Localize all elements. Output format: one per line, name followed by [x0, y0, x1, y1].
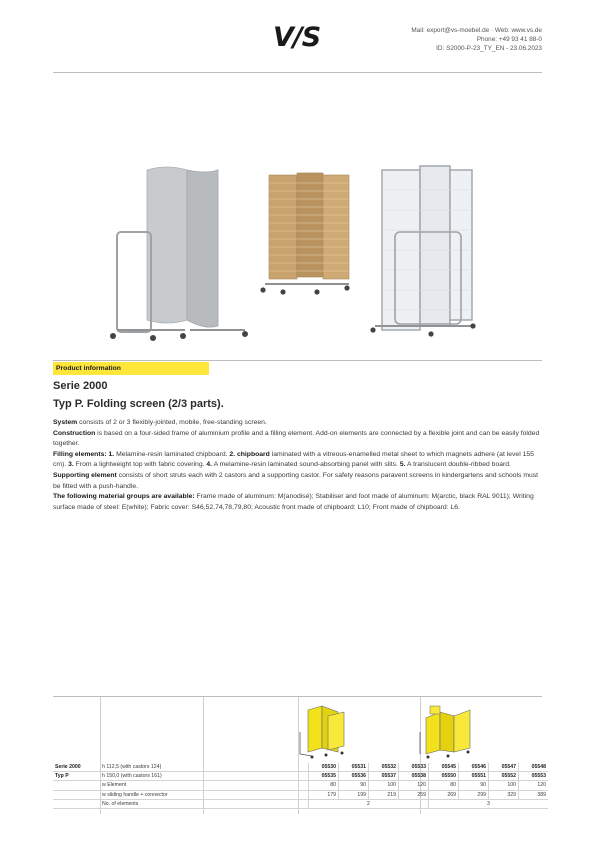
article-number: 05547	[489, 763, 519, 772]
width-value: 199	[339, 790, 369, 799]
article-number: 05552	[489, 772, 519, 781]
width-value: 120	[519, 781, 549, 790]
grey-screen-figure	[110, 167, 248, 341]
width-value: 219	[369, 790, 399, 799]
section-divider	[53, 360, 542, 361]
contact-block	[411, 26, 542, 54]
wood-screen-figure	[260, 173, 349, 295]
article-number: 05535	[309, 772, 339, 781]
elements-count: 3	[429, 799, 549, 808]
construction-paragraph: Construction is based on a four-sided frame of aluminium profile and a filling element. Add-on elements are connected by a flexible joint and can be easily folded together.	[53, 429, 540, 448]
two-part-screen-icon	[298, 702, 358, 760]
brand-logo: V/S	[273, 22, 321, 53]
article-number: 05530	[309, 763, 339, 772]
width-value: 269	[429, 790, 459, 799]
width-value: 100	[369, 781, 399, 790]
contact-mail-web: Mail: export@vs-moebel.de · Web: www.vs.de	[411, 27, 542, 34]
article-table	[53, 763, 548, 809]
table-row	[53, 790, 548, 799]
product-description	[53, 418, 542, 513]
row-label: w sliding handle + connector	[100, 790, 204, 799]
product-title: Typ P. Folding screen (2/3 parts).	[53, 398, 224, 410]
width-value: 100	[489, 781, 519, 790]
header-divider	[53, 72, 542, 73]
filling-paragraph: Filling elements: 1. Melamine-resin laminated chipboard. 2. chipboard laminated with a vitreous-enamelled metal sheet to which magnets adhere (at level 155 cm). 3. From a lightweight top with fabric covering. 4. A melamine-resin laminated sound-absorbing panel with slits. 5. A translucent double-ribbed board.	[53, 450, 534, 469]
width-value: 90	[339, 781, 369, 790]
translucent-screen-figure	[370, 166, 475, 337]
article-number: 05533	[399, 763, 429, 772]
system-paragraph: System consists of 2 or 3 flexibly-jointed, mobile, free-standing screen.	[53, 419, 267, 426]
materials-paragraph: The following material groups are available: Frame made of aluminum: M(anodisé); Stabiliser and foot made of aluminum: M(arctic, black RAL 9011); Writing surface made of steel: E(white); Fabric cover: S46,52,74,78,79,80; Acoustic front made of chipboard: L10; Front made of chipboard: L6.	[53, 493, 534, 511]
width-value: 389	[519, 790, 549, 799]
table-row	[53, 799, 548, 808]
row-label: w Element	[100, 781, 204, 790]
article-number: 05538	[399, 772, 429, 781]
width-value: 120	[399, 781, 429, 790]
width-value: 80	[429, 781, 459, 790]
type-cell: Typ P	[53, 772, 100, 781]
contact-phone: Phone: +49 93 41 88-0	[476, 36, 542, 44]
article-number: 05531	[339, 763, 369, 772]
series-cell: Serie 2000	[53, 763, 100, 772]
row-label: No. of elements	[100, 799, 204, 808]
width-value: 80	[309, 781, 339, 790]
article-number: 05546	[459, 763, 489, 772]
width-value: 329	[489, 790, 519, 799]
width-value: 90	[459, 781, 489, 790]
section-tag: Product information	[53, 362, 209, 375]
article-number: 05537	[369, 772, 399, 781]
row-label: h 112,5 (with castors 124)	[100, 763, 204, 772]
table-row	[53, 763, 548, 772]
series-title: Serie 2000	[53, 380, 108, 392]
three-part-screen-icon	[418, 702, 484, 760]
width-value: 179	[309, 790, 339, 799]
article-number: 05532	[369, 763, 399, 772]
article-number: 05550	[429, 772, 459, 781]
table-row	[53, 781, 548, 790]
article-number: 05548	[519, 763, 549, 772]
row-label: h 150,0 (with castors 161)	[100, 772, 204, 781]
elements-count: 2	[309, 799, 429, 808]
article-number: 05551	[459, 772, 489, 781]
document-id: ID: S2000-P-23_TY_EN - 23.06.2023	[436, 45, 542, 53]
product-photo	[95, 150, 495, 350]
article-number: 05553	[519, 772, 549, 781]
article-number: 05536	[339, 772, 369, 781]
width-value: 259	[399, 790, 429, 799]
supporting-paragraph: Supporting element consists of short struts each with 2 castors and a supporting castor. For safety reasons paravent screens in kindergartens and schools must be fitted with a push-handle.	[53, 471, 539, 490]
article-number: 05545	[429, 763, 459, 772]
width-value: 299	[459, 790, 489, 799]
table-row	[53, 772, 548, 781]
